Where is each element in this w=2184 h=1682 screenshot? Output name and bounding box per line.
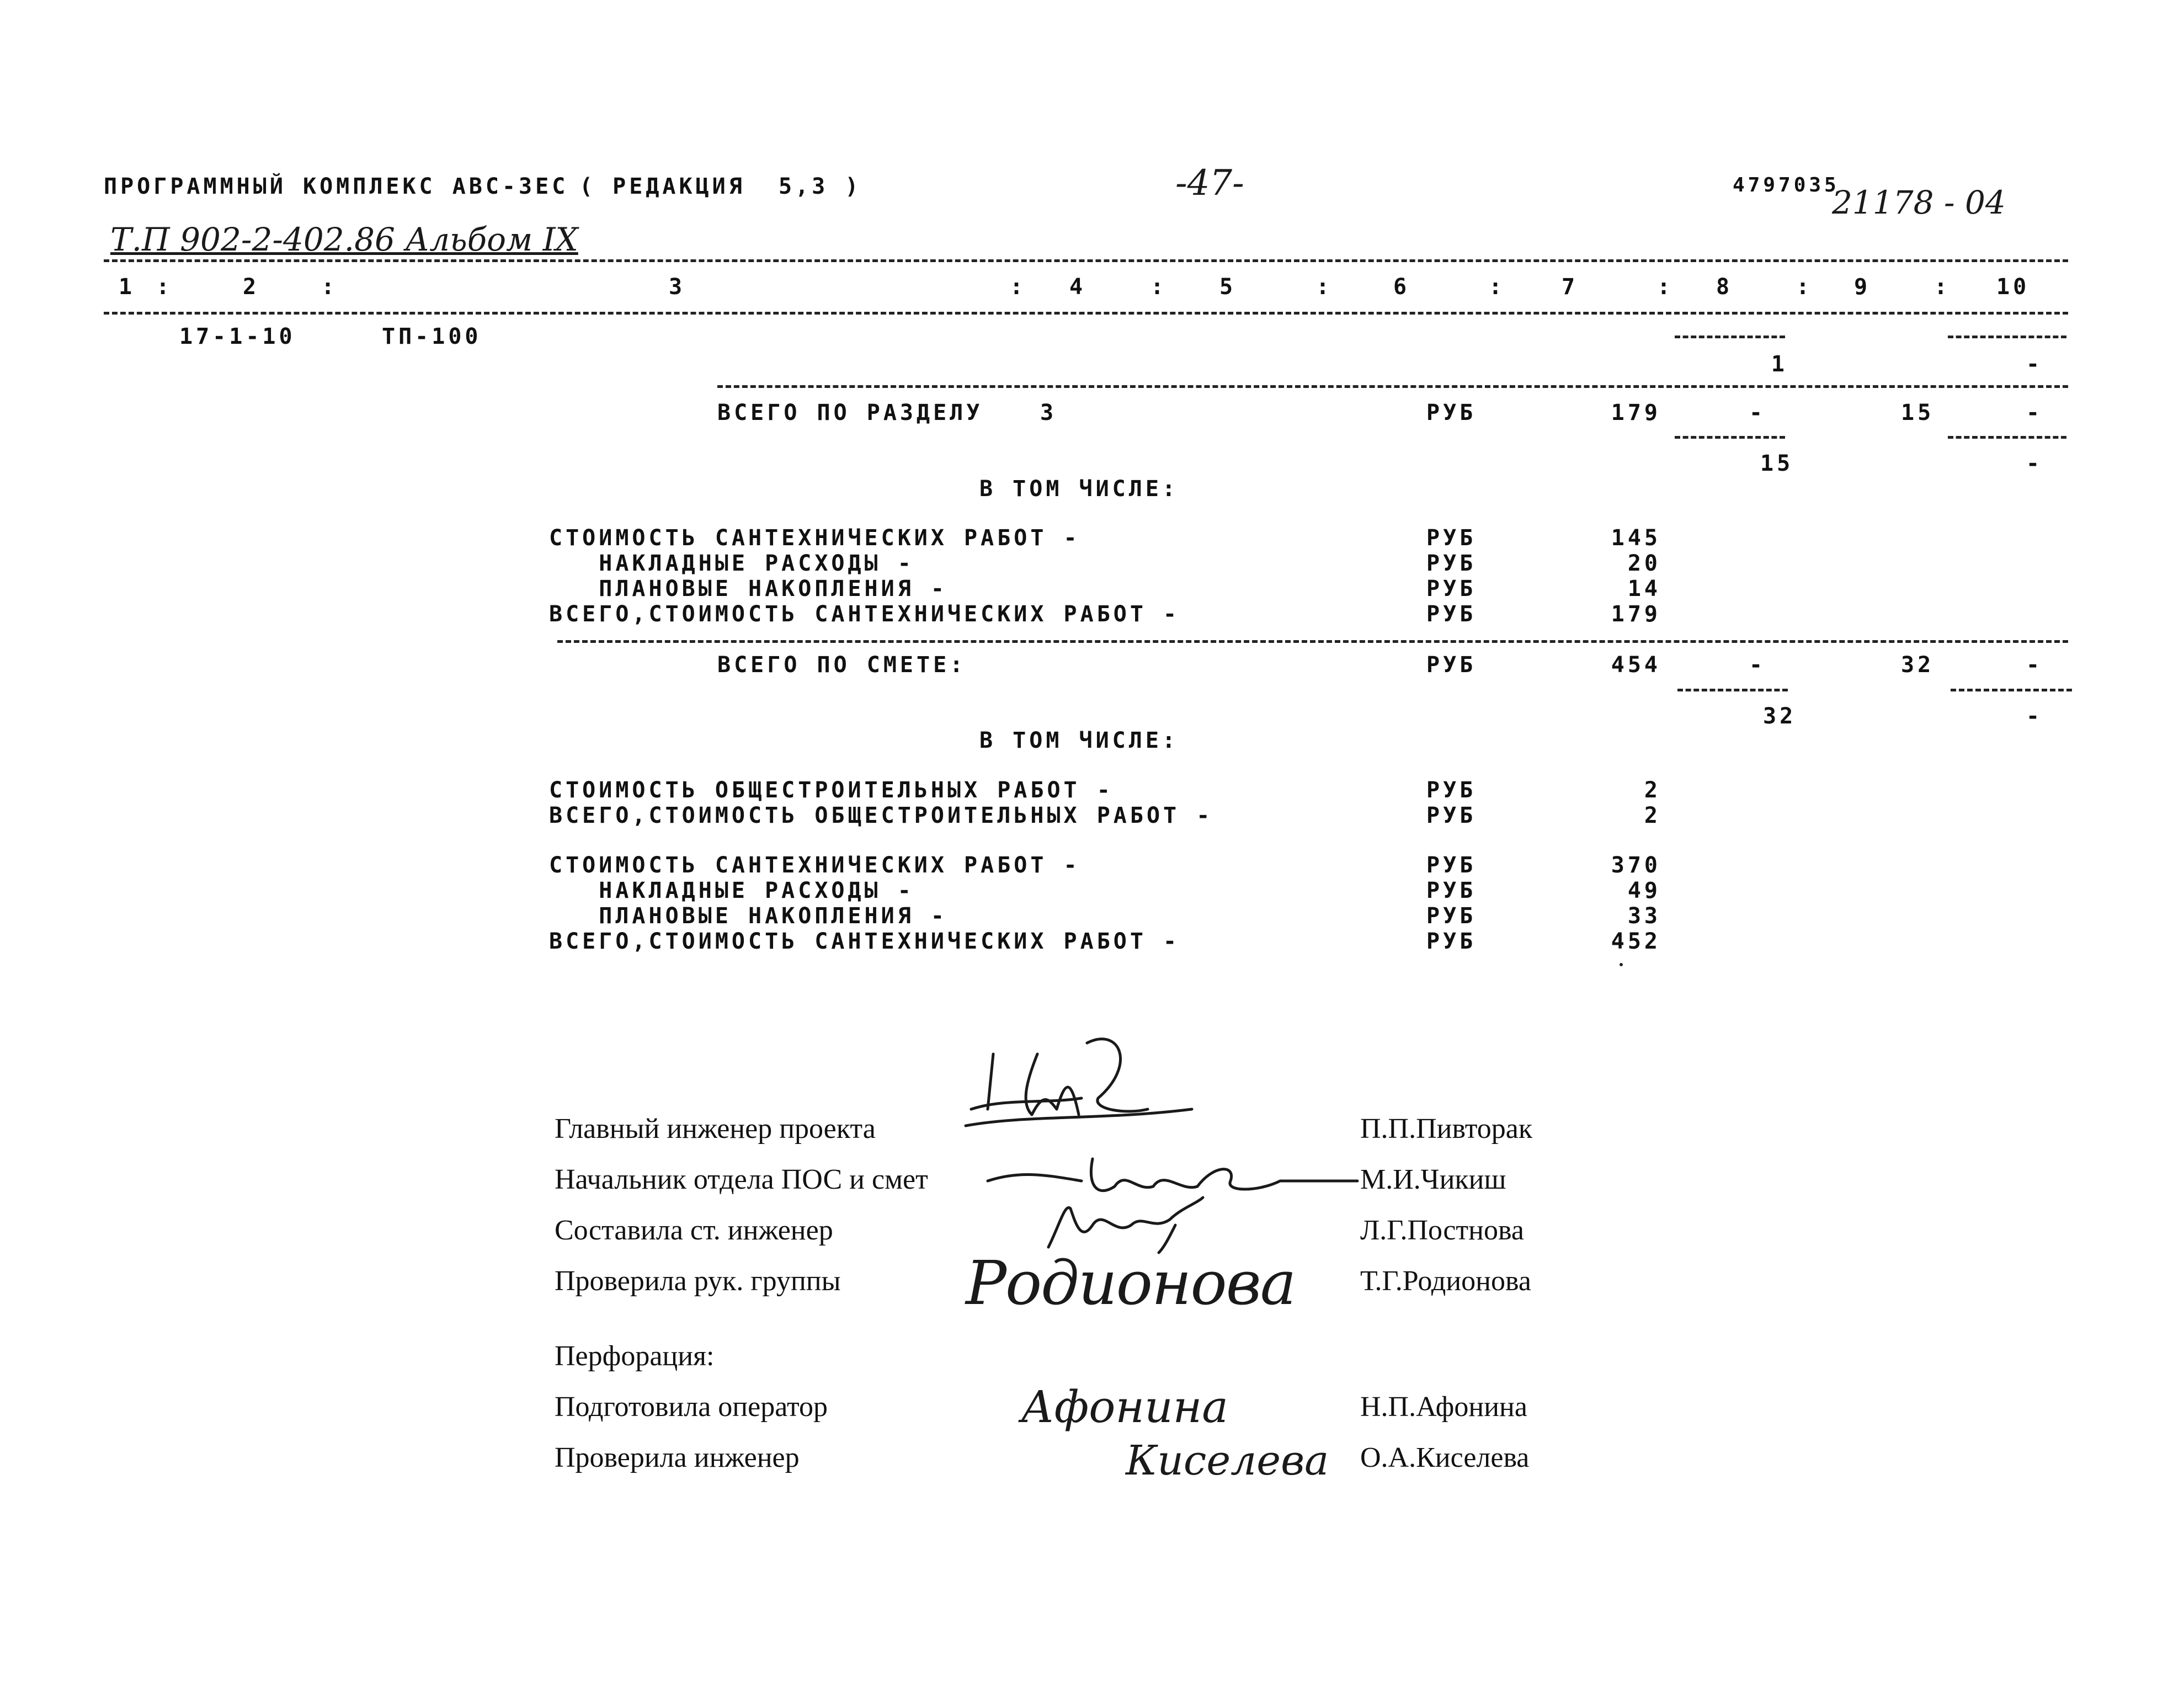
col-header-3: 3: [669, 274, 686, 300]
doc-code: 4797035: [1733, 174, 1840, 196]
breakdown-row: [0, 880, 2184, 905]
col-header-5: 5: [1219, 274, 1237, 300]
signature-role: Составила ст. инженер: [555, 1215, 833, 1246]
breakdown-label: СТОИМОСТЬ ОБЩЕСТРОИТЕЛЬНЫХ РАБОТ -: [549, 778, 1114, 803]
breakdown-row: [0, 603, 2184, 629]
handwriting-kiseleva: Киселева: [1126, 1437, 1329, 1484]
estimate-total-col8-sub: 32: [1763, 704, 1797, 729]
doc-suffix: 21178 - 04: [1832, 184, 2006, 221]
signature-row: [0, 1342, 2184, 1381]
estimate-total-col10: -: [2026, 652, 2043, 678]
program-title: ПРОГРАММНЫЙ КОМПЛЕКС АВС-ЗЕС: [104, 174, 569, 199]
breakdown-value: 452: [1611, 929, 1661, 954]
breakdown-unit: РУБ: [1426, 551, 1477, 576]
breakdown-label: СТОИМОСТЬ САНТЕХНИЧЕСКИХ РАБОТ -: [549, 525, 1080, 551]
page-number: -47-: [1175, 163, 1244, 204]
breakdown-row: [0, 578, 2184, 603]
estimate-total-label: ВСЕГО ПО СМЕТЕ:: [717, 652, 967, 678]
breakdown-unit: РУБ: [1426, 903, 1477, 929]
project-note: Т.П 902-2-402.86 Альбом IX: [110, 221, 578, 258]
breakdown-row: [0, 854, 2184, 880]
breakdown-unit: РУБ: [1426, 803, 1477, 828]
signature-role: Перфорация:: [555, 1340, 715, 1372]
breakdown-value: 145: [1611, 525, 1661, 551]
col-sep: :: [1010, 274, 1027, 300]
col8-est-rule: [1677, 689, 1788, 691]
breakdown-label: ВСЕГО,СТОИМОСТЬ САНТЕХНИЧЕСКИХ РАБОТ -: [549, 602, 1180, 627]
breakdown-label: ПЛАНОВЫЕ НАКОПЛЕНИЯ -: [549, 576, 947, 602]
col-header-7: 7: [1562, 274, 1579, 300]
breakdown-row: [0, 930, 2184, 956]
breakdown-value: 33: [1627, 903, 1661, 929]
signature-role: Начальник отдела ПОС и смет: [555, 1164, 928, 1195]
rule-top: [104, 259, 2068, 262]
handwriting-rodionova: Родионова: [966, 1248, 1296, 1318]
signature-name: Т.Г.Родионова: [1360, 1265, 1531, 1297]
breakdown-value: 179: [1611, 602, 1661, 627]
breakdown-label: ПЛАНОВЫЕ НАКОПЛЕНИЯ -: [549, 903, 947, 929]
estimate-total-col9: 32: [1901, 652, 1935, 678]
signature-name: Л.Г.Постнова: [1360, 1215, 1524, 1246]
item-code: 17-1-10: [179, 324, 296, 349]
edition-label: ( РЕДАКЦИЯ 5,3 ): [579, 174, 862, 199]
col-sep: :: [1796, 274, 1813, 300]
breakdown-row: [0, 527, 2184, 552]
section-total-col8: -: [1749, 400, 1766, 425]
breakdown-value: 14: [1627, 576, 1661, 602]
section-breakdown-heading: В ТОМ ЧИСЛЕ:: [979, 476, 1179, 502]
item-col10: -: [2026, 352, 2043, 377]
rule-header-bottom: [104, 312, 2068, 315]
breakdown-label: НАКЛАДНЫЕ РАСХОДЫ -: [549, 878, 914, 903]
breakdown-value: 370: [1611, 853, 1661, 878]
item-ref: ТП-100: [382, 324, 482, 349]
section-total-col9: 15: [1901, 400, 1935, 425]
col-sep: :: [156, 274, 173, 300]
breakdown-value: 49: [1627, 878, 1661, 903]
stray-dot: [1620, 963, 1623, 966]
col-sep: :: [1150, 274, 1168, 300]
breakdown-value: 20: [1627, 551, 1661, 576]
breakdown-label: ВСЕГО,СТОИМОСТЬ САНТЕХНИЧЕСКИХ РАБОТ -: [549, 929, 1180, 954]
column-header: [0, 276, 2184, 304]
section-total-col7: 179: [1611, 400, 1661, 425]
item-col8: 1: [1771, 352, 1788, 377]
signature-name: П.П.Пивторак: [1360, 1113, 1533, 1145]
breakdown-unit: РУБ: [1426, 878, 1477, 903]
section-total-label: ВСЕГО ПО РАЗДЕЛУ: [717, 400, 983, 425]
breakdown-unit: РУБ: [1426, 853, 1477, 878]
breakdown-unit: РУБ: [1426, 929, 1477, 954]
signature-scribble-chief: [960, 1032, 1214, 1153]
signature-name: О.А.Киселева: [1360, 1442, 1530, 1473]
col10-rule: [1948, 336, 2066, 338]
breakdown-row: [0, 905, 2184, 930]
estimate-total-col7: 454: [1611, 652, 1661, 678]
signature-role: Проверила инженер: [555, 1442, 800, 1473]
breakdown-label: ВСЕГО,СТОИМОСТЬ ОБЩЕСТРОИТЕЛЬНЫХ РАБОТ -: [549, 803, 1213, 828]
section-total-col10-sub: -: [2026, 451, 2043, 476]
breakdown-row: [0, 805, 2184, 830]
col-sep: :: [1657, 274, 1674, 300]
handwriting-afonina: Афонина: [1021, 1381, 1228, 1433]
breakdown-row: [0, 552, 2184, 578]
breakdown-unit: РУБ: [1426, 778, 1477, 803]
estimate-total-unit: РУБ: [1426, 652, 1477, 678]
breakdown-value: 2: [1644, 778, 1661, 803]
signature-role: Проверила рук. группы: [555, 1265, 841, 1297]
estimate-breakdown-heading: В ТОМ ЧИСЛЕ:: [979, 728, 1179, 753]
signature-role: Главный инженер проекта: [555, 1113, 876, 1145]
col10-sub-rule: [1948, 436, 2066, 439]
breakdown-unit: РУБ: [1426, 602, 1477, 627]
breakdown-unit: РУБ: [1426, 525, 1477, 551]
breakdown-row: [0, 779, 2184, 805]
col-sep: :: [321, 274, 338, 300]
section-total-col10: -: [2026, 400, 2043, 425]
breakdown-value: 2: [1644, 803, 1661, 828]
breakdown-label: СТОИМОСТЬ САНТЕХНИЧЕСКИХ РАБОТ -: [549, 853, 1080, 878]
signature-role: Подготовила оператор: [555, 1391, 828, 1423]
col-header-8: 8: [1716, 274, 1733, 300]
col-sep: :: [1316, 274, 1333, 300]
section-total-col8-sub: 15: [1760, 451, 1794, 476]
section-total-number: 3: [1040, 400, 1057, 425]
col-header-6: 6: [1393, 274, 1410, 300]
signature-row: [0, 1444, 2184, 1482]
col-header-2: 2: [243, 274, 260, 300]
estimate-total-col8: -: [1749, 652, 1766, 678]
breakdown-unit: РУБ: [1426, 576, 1477, 602]
col-sep: :: [1489, 274, 1506, 300]
rule-estimate-total: [557, 640, 2068, 643]
col-sep: :: [1934, 274, 1951, 300]
col8-rule: [1675, 336, 1785, 338]
breakdown-label: НАКЛАДНЫЕ РАСХОДЫ -: [549, 551, 914, 576]
rule-section-total: [717, 385, 2068, 388]
col8-sub-rule: [1675, 436, 1785, 439]
col-header-10: 10: [1996, 274, 2030, 300]
signature-name: М.И.Чикиш: [1360, 1164, 1506, 1195]
col-header-1: 1: [119, 274, 136, 300]
col-header-4: 4: [1069, 274, 1086, 300]
col10-est-rule: [1951, 689, 2072, 691]
estimate-total-col10-sub: -: [2026, 704, 2043, 729]
col-header-9: 9: [1854, 274, 1871, 300]
section-total-unit: РУБ: [1426, 400, 1477, 425]
signature-name: Н.П.Афонина: [1360, 1391, 1527, 1423]
